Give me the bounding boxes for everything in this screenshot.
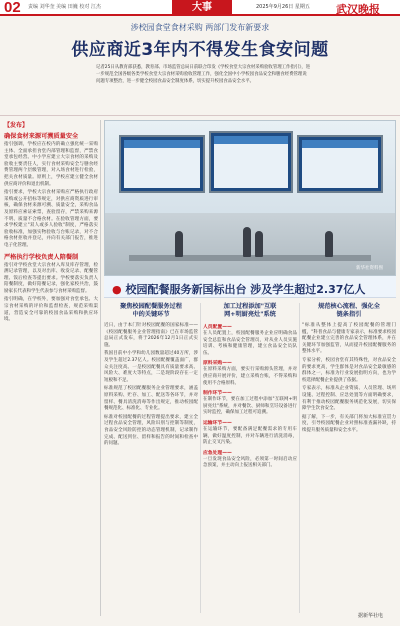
news-photo — [104, 120, 396, 276]
display-screen — [209, 131, 293, 193]
paragraph: 指引强调，学校应在校内的确立强化统一采购主体、全面承担食堂内部管理和监督，严禁食堂承包经营。中小学应建立大宗食材的采购及验收主要责任人，实行食材采购安全与膳食经费管理两个层级管理，对入场食材进行检验，把关食材质量。原则上，学校应建立健全食材供应商评价和退出机制。 — [4, 142, 98, 187]
newspaper-logo: 武汉晚报 — [336, 3, 380, 16]
feature-headline: ● 校园配餐服务新国标出台 涉及学生超过2.37亿人 — [112, 283, 366, 296]
paragraph: 在原料采购方面，要实行采购源头管理，并对供应商开展评价，建立采购台账，不得采购和使用不合格原料。 — [203, 367, 297, 386]
display-screen — [297, 135, 383, 193]
paragraph: 指引要求，学校大宗食材采购应严格执行政府采购或公开招标等规定，对供应商资质进行审核，确保食材来源可溯、质量安全，采购食品及原料应索证索票，查验留存，严禁采购来源不明、质量不合格食材。在验收管理方面，要求学校建立"双人或多人验收"制度，严格落实验收标准，加强实物验收与台账记录，对不合格食材拒收并登记，并向有关部门报告，推进电子化管理。 — [4, 190, 98, 248]
lead-line: 记者25日从教育部获悉，教育部、市场监管总局日前联合印发《学校食堂大宗食材采购验收管理工作指引》，进 — [96, 65, 311, 70]
main-headline: 供应商近3年内不得发生食安问题 — [71, 40, 329, 60]
paragraph: 指引对学校食堂大宗食材入库及库存管理，检测记录管理，以及对出库、收发记录、配餐管理、饭后检查等提出要求。学校要落实负责人陪餐制度，做好陪餐记录，强化家校共治，鼓励家长代表和学生代表参与食材采购监督。 — [4, 262, 98, 294]
column-divider — [100, 120, 101, 616]
subheading: 运输环节—— — [203, 420, 232, 426]
column-divider — [200, 303, 201, 613]
paragraph: 我国目前中小学和幼儿园数量超过40万所，涉及学生超过2.37亿人。校园配餐覆盖面广，群众关注度高。一是校园配餐具有质量要求高、风险大、难度大等特点，二是现阶段存在一定短板和不足。 — [104, 351, 198, 383]
paragraph: 专家分析，校园食堂有其特殊性，对食品安全的要求更高，学生群体是对食品安全最敏感的群体之一，标准为行业发展指明方向，也为学校选择配餐企业提供了依据。 — [302, 357, 396, 383]
kicker: 涉校园食堂食材采购 两部门发布新要求 — [130, 23, 270, 32]
paragraph: 指引明确，在学校外，要加强对食堂承包、大宗食材采购的评价和监督检查，规范采购渠道，营造安全可靠的校园食品采购和供应环境。 — [4, 297, 98, 323]
column-heading: 规范核心流程、强化全 链条指引 — [318, 303, 380, 318]
display-screen — [119, 135, 205, 193]
issue-date: 2025年9月26日 星期五 — [256, 4, 310, 10]
paragraph: 据了解，下一步，有关部门将加大标准宣贯力度，引导校园配餐企业对照标准查漏补缺，持续提升服务质量和安全水平。 — [302, 414, 396, 433]
column-heading: 加工过程添加"互联 网+明厨亮灶"系统 — [223, 303, 277, 318]
paragraph: 近日，由于本门针对校园配餐的国家标准——《校园配餐服务企业管理指南》已在市场监管总局正式发布，将于2026年12月1日正式实施。 — [104, 323, 198, 348]
left-column — [4, 120, 98, 326]
paragraph: 一旦发现食品安全风险，必须第一时间启动应急预案，并主动向上报送相关部门。 — [203, 456, 297, 469]
paragraph: 专家表示，标准从企业资质、人员管理、场所设施、过程控制、应急处置等方面明确要求，有利于推动校园配餐服务规范化发展，切实保障学生饮食安全。 — [302, 386, 396, 412]
subheading: 人员配置—— — [203, 325, 232, 330]
article-column-3 — [203, 303, 297, 472]
article-column-2 — [104, 303, 198, 450]
article-column-4 — [302, 303, 396, 437]
person-figure — [255, 231, 263, 257]
lead-line: 一步规范全国各级各类学校食堂大宗食材采购验收管理工作，强化全国中小学校园食品安全和膳食经费管理说 — [96, 72, 307, 77]
paragraph: 在人员配置上，校园配餐服务企业应明确食品安全总监和食品安全管理员，对从业人员实施培训、考核和健康管理，建立食品安全员队伍。 — [203, 331, 297, 356]
page-number: 02 — [4, 0, 21, 16]
byline: 据新华社电 — [358, 613, 384, 619]
paragraph: 在制作环节，要在加工过程中添加"互联网+明厨亮灶"系统，并对餐饮、厨师和烹饪设备进行实时监控，确保加工过程可追溯。 — [203, 397, 297, 416]
section-divider — [0, 115, 400, 116]
section-label: 大事 — [172, 0, 232, 16]
subheading: 原料采购—— — [203, 361, 232, 367]
subheading: 严格执行学校负责人陪餐制 — [4, 253, 79, 261]
photo-credit: 新华社资料图 — [356, 266, 383, 271]
section-tag: 【发布】 — [4, 122, 29, 129]
person-figure — [325, 231, 333, 257]
feature-headline-text: 校园配餐服务新国标出台 涉及学生超过2.37亿人 — [125, 283, 366, 296]
column-divider — [299, 303, 300, 613]
lead-paragraph — [96, 64, 392, 85]
subheading: 应急处理—— — [203, 450, 232, 456]
lead-line: 问题专项整治，进一步健全校园食品安全制度体系，切实提升校园食品安全水平。 — [96, 79, 255, 84]
paragraph: 标准对校园配餐的过程管理提出要求，建立全过程食品安全管理，风险识别与控制等制度，食品安全风险防控的动态管理机制，记录制作完成、配送到位、留样和报告的时间和检查中的问题。 — [104, 414, 198, 447]
masthead-bar — [0, 0, 400, 16]
paragraph: "标准从整体上提高了校园配餐的管理门槛，"科普食品与健康专家表示，标准要求校园配餐企业建立完善的食品安全管理体系，并在关键环节加强监管，从而提升校园配餐服务的整体水平。 — [302, 323, 396, 355]
person-figure — [243, 227, 251, 257]
subheading: 制作环节—— — [203, 391, 232, 397]
column-heading: 聚焦校园配餐服务过程 中的关键环节 — [120, 303, 182, 318]
person-figure — [175, 231, 183, 257]
editor-credits: 责编 刘华奎 美编 田巍 校对 江杰 — [28, 4, 101, 10]
paragraph: 标准规范了校园配餐服务企业管理要求，涵盖原料采购、贮存、加工、配送等各环节，并对留样、餐具清洗消毒等作出规定，推动校园配餐规范化、标准化、专业化。 — [104, 386, 198, 412]
paragraph: 在运输环节，要配备满足配餐需求的专用车辆，做好温度控制，并对车辆进行清洗消毒，防止交叉污染。 — [203, 426, 297, 446]
subheading: 确保食材来源可溯质量安全 — [4, 133, 79, 140]
